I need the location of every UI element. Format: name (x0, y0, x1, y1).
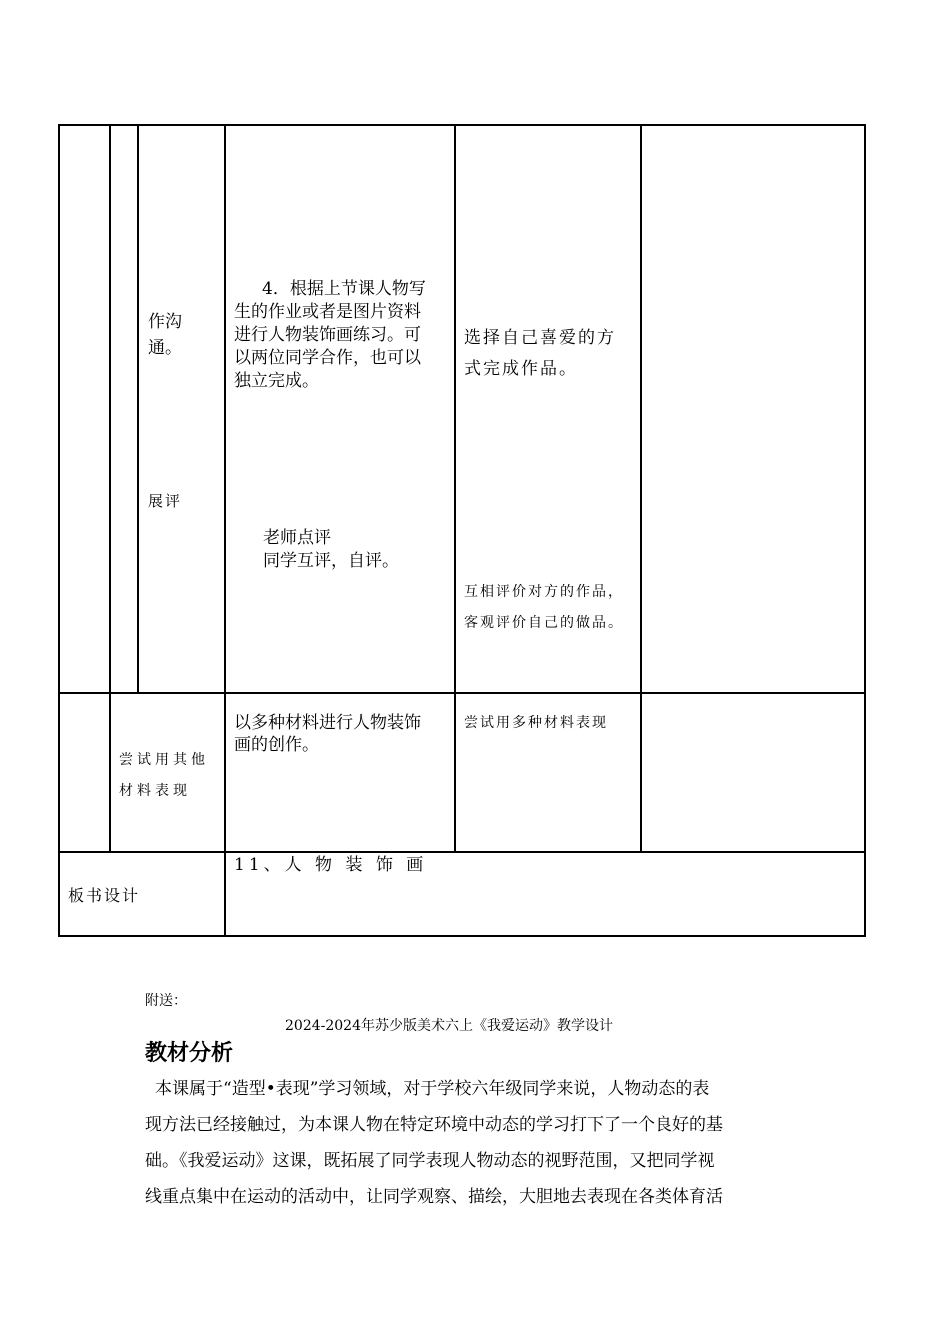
text-line: 通。 (148, 338, 182, 358)
section-paragraph (145, 1071, 810, 1215)
paragraph-line: 线重点集中在运动的活动中，让同学观察、描绘，大胆地去表现在各类体育活 (145, 1187, 723, 1207)
section-heading: 教材分析 (145, 1041, 234, 1066)
text-line: 以多种材料进行人物装饰 (234, 713, 421, 733)
text-line: 老师点评 (263, 528, 331, 548)
table-col-divider (137, 124, 139, 694)
table-col-divider (640, 124, 642, 853)
step-communication (148, 309, 182, 361)
student-evaluation-text (464, 577, 624, 639)
extend-teacher-text (234, 712, 421, 756)
text-line: 尝试用其他 (119, 752, 209, 768)
text-line: 客观评价自己的做品。 (464, 615, 624, 631)
text-line: 独立完成。 (234, 371, 319, 391)
extend-step-text (119, 745, 209, 807)
table-row-divider (58, 851, 866, 853)
text-line: 作沟 (148, 312, 182, 332)
board-design-label: 板书设计 (68, 886, 141, 905)
table-border-left (58, 124, 60, 937)
text-line: 画的创作。 (234, 735, 319, 755)
extend-student-text: 尝试用多种材料表现 (464, 715, 608, 731)
teacher-evaluation-text (263, 527, 399, 573)
paragraph-line: 础。《我爱运动》这课，既拓展了同学表现人物动态的视野范围，又把同学视 (145, 1151, 715, 1171)
table-col-divider (454, 124, 456, 853)
teacher-task-text (234, 278, 450, 393)
table-border-top (58, 124, 866, 126)
board-design-content: 11、人 物 装 饰 画 (234, 855, 428, 875)
paragraph-line: 本课属于“造型•表现”学习领域，对于学校六年级同学来说，人物动态的表 (155, 1079, 710, 1099)
text-line: 以两位同学合作，也可以 (234, 348, 421, 368)
step-evaluation: 展评 (148, 492, 183, 510)
appendix-label: 附送： (145, 993, 187, 1009)
text-line: 选择自己喜爱的方 (464, 328, 616, 348)
text-line: 互相评价对方的作品， (464, 584, 624, 600)
table-row-divider (58, 692, 866, 694)
text-line: 生的作业或者是图片资料 (234, 302, 421, 322)
text-line: 4．根据上节课人物写 (262, 279, 426, 299)
text-line: 式完成作品。 (464, 359, 578, 379)
student-task-text (464, 323, 616, 385)
table-col-divider (224, 124, 226, 937)
table-col-divider (109, 124, 111, 853)
text-line: 进行人物装饰画练习。可 (234, 325, 421, 345)
table-border-right (864, 124, 866, 937)
paragraph-line: 现方法已经接触过，为本课人物在特定环境中动态的学习打下了一个良好的基 (145, 1115, 723, 1135)
text-line: 材料表现 (119, 783, 191, 799)
text-line: 同学互评，自评。 (263, 551, 399, 571)
appendix-subtitle: 2024-2024年苏少版美术六上《我爱运动》教学设计 (285, 1018, 613, 1034)
table-border-bottom (58, 935, 866, 937)
